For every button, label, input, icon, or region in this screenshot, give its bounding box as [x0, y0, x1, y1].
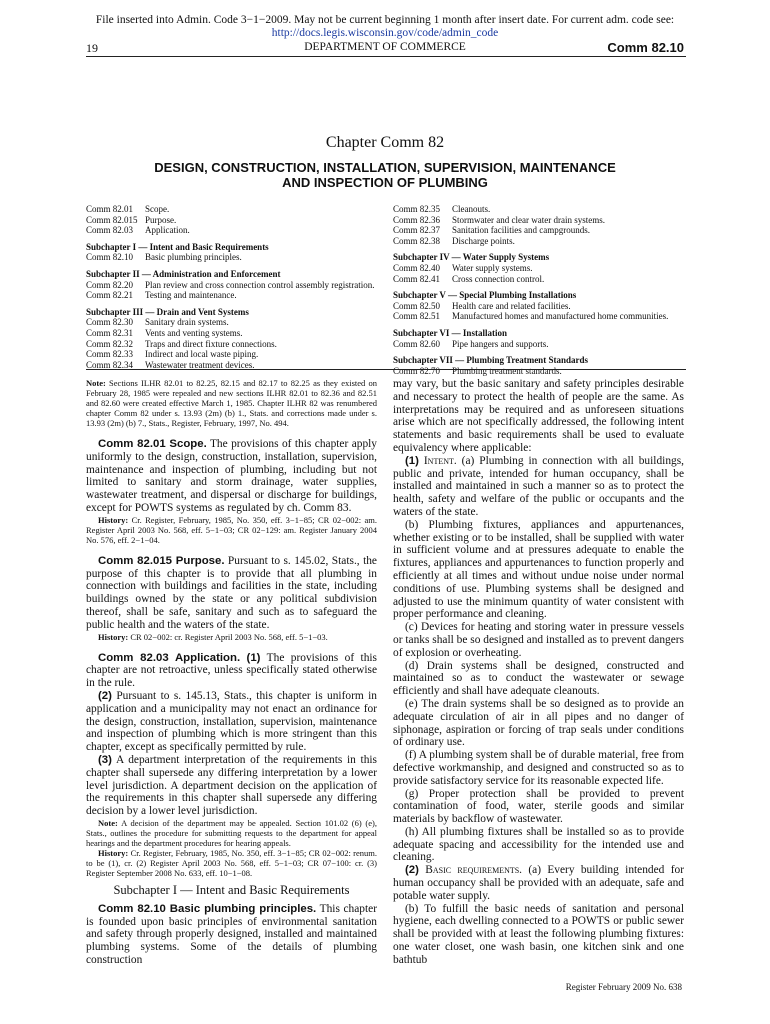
toc-entry	[393, 311, 693, 322]
body-right-column	[393, 378, 684, 967]
toc-section-title: Indirect and local waste piping.	[145, 349, 259, 360]
toc-entry	[86, 252, 386, 263]
toc-section-number: Comm 82.01	[86, 204, 134, 214]
running-chapter-code: Comm 82.10	[607, 40, 684, 55]
toc-section-title: Scope.	[145, 204, 170, 214]
section-82-01: Comm 82.01 Scope. The provisions of this chapter apply uniformly to the design, construction, installation, supervision, maintenance and inspection of plumbing, including but not limited to sanitary and storm drainage, water supplies, wastewater treatment, and dispersal or discharge for buildings, except for POWTS systems as regulated by ch. Comm 83.	[86, 438, 377, 514]
toc-section-number: Comm 82.30	[86, 317, 134, 328]
paragraph-b: (b) Plumbing fixtures, appliances and appurtenances, whether existing or to be installed, shall be supplied with water in sufficient volume and at pressures adequate to enable the fixtures, appliances and appurtenances to function properly and efficiently at all times and without undue noise under normal conditions of use. Plumbing systems shall be designed and adjusted to use the minimum quantity of water consistent with proper performance and cleaning.	[393, 518, 684, 621]
paragraph-e: (e) The drain systems shall be so designed as to provide an adequate circulation of air in all pipes and no danger of siphonage, aspiration or forcing of trap seals under conditions of ordinary use.	[393, 697, 684, 749]
toc-section-title: Stormwater and clear water drain systems.	[452, 214, 605, 225]
toc-subchapter-heading: Subchapter III — Drain and Vent Systems	[86, 306, 249, 317]
toc-section-title: Sanitary drain systems.	[145, 317, 229, 328]
history-note: History: Cr. Register, February, 1985, No. 350, eff. 3−1−85; CR 02−002: am. Register April 2003 No. 568, eff. 5−1−03; CR 02−129: am. Register January 2004 No. 576, eff. 2−1−04.	[86, 514, 377, 545]
admin-code-link[interactable]: http://docs.legis.wisconsin.gov/code/admin_code	[271, 27, 499, 39]
toc-section-title: Testing and maintenance.	[145, 290, 237, 301]
toc-section-number: Comm 82.36	[393, 214, 441, 225]
toc-entry	[86, 339, 386, 350]
toc-section-number: Comm 82.41	[393, 273, 441, 284]
section-82-015: Comm 82.015 Purpose. Pursuant to s. 145.02, Stats., the purpose of this chapter is to provide that all plumbing in connection with buildings and facilities in the state, including buildings owned by the state or any political subdivision thereof, shall be safe, sanitary and such as to safeguard the public health and the waters of the state.	[86, 554, 377, 631]
toc-subchapter-heading: Subchapter I — Intent and Basic Requirements	[86, 241, 269, 252]
page-number: 19	[86, 41, 98, 55]
toc-section-number: Comm 82.51	[393, 311, 441, 322]
chapter-title: Chapter Comm 82	[325, 134, 445, 151]
toc-entry	[86, 328, 386, 339]
toc-entry	[86, 225, 386, 236]
toc-section-number: Comm 82.21	[86, 290, 134, 301]
toc-section-number: Comm 82.03	[86, 225, 134, 236]
toc-entry	[393, 263, 693, 274]
section-note: Note: A decision of the department may be appealed. Section 101.02 (6) (e), Stats., outlines the procedure for submitting requests to the department for appeal hearings and the department procedures for hearing appeals.	[86, 817, 377, 848]
history-note: History: Cr. Register, February, 1985, No. 350, eff. 3−1−85; CR 02−002: renum. to be (1), cr. (2) Register April 2003 No. 568, eff. 5−1−03; CR 07−100: cr. (3) Register September 2008 No. 633, eff. 10−1−08.	[86, 847, 377, 878]
toc-entry	[86, 290, 386, 301]
history-note: History: CR 02−002: cr. Register April 2003 No. 568, eff. 5−1−03.	[98, 631, 328, 642]
paragraph-g: (g) Proper protection shall be provided to prevent contamination of food, water, sterile goods and similar materials by backflow of wastewater.	[393, 787, 684, 826]
toc-section-number: Comm 82.32	[86, 338, 134, 349]
toc-section-title: Health care and related facilities.	[452, 300, 571, 311]
section-82-10: Comm 82.10 Basic plumbing principles. This chapter is founded upon basic principles of environmental sanitation and safety through properly designed, installed and maintained plumbing systems. Some of the details of plumbing construction	[86, 902, 377, 966]
toc-subchapter-heading: Subchapter VI — Installation	[393, 327, 507, 338]
section-heading: Comm 82.03 Application.	[98, 651, 241, 664]
toc-section-title: Cleanouts.	[452, 204, 491, 214]
toc-section-number: Comm 82.38	[393, 235, 441, 246]
toc-section-title: Sanitation facilities and campgrounds.	[452, 225, 590, 236]
toc-entry	[86, 204, 386, 215]
chapter-note: Note: Sections ILHR 82.01 to 82.25, 82.15 and 82.17 to 82.25 as they existed on February 28, 1985 were repealed and new sections ILHR 82.01 to 82.36 and 82.51 and 82.60 were created effective March 1, 1985. Chapter ILHR 82 was renumbered chapter Comm 82 under s. 13.93 (2m) (b) 1., Stats. and corrections made under s. 13.93 (2m) (b) 7., Stats., Register, February, 1997, No. 494.	[86, 378, 377, 428]
insert-notice	[0, 14, 770, 40]
toc-section-title: Purpose.	[145, 214, 177, 225]
toc-section-title: Pipe hangers and supports.	[452, 338, 549, 349]
paragraph-h: (h) All plumbing fixtures shall be installed so as to provide adequate spacing and accessibility for the intended use and cleaning.	[393, 825, 684, 864]
toc-subchapter-heading: Subchapter IV — Water Supply Systems	[393, 252, 550, 263]
main-title-line-1: DESIGN, CONSTRUCTION, INSTALLATION, SUPERVISION, MAINTENANCE	[154, 160, 616, 175]
toc-section-title: Plumbing treatment standards.	[452, 365, 562, 376]
paragraph-d: (d) Drain systems shall be designed, constructed and maintained so as to conduct the wastewater or sewage efficiently and shall have adequate cleanouts.	[393, 659, 684, 698]
toc-entry	[86, 280, 386, 291]
toc-section-title: Basic plumbing principles.	[145, 252, 242, 263]
toc-section-number: Comm 82.015	[86, 214, 138, 225]
header-rule	[86, 56, 686, 57]
main-title-line-2: AND INSPECTION OF PLUMBING	[282, 175, 488, 190]
toc-subchapter-heading: Subchapter II — Administration and Enforcement	[86, 268, 281, 279]
toc-section-number: Comm 82.10	[86, 252, 134, 263]
body-left-column	[86, 378, 377, 967]
toc-entry	[393, 215, 693, 226]
toc-section-number: Comm 82.60	[393, 338, 441, 349]
toc-entry	[393, 204, 693, 215]
toc-section-title: Plan review and cross connection control assembly registration.	[145, 279, 375, 290]
toc-section-title: Cross connection control.	[452, 273, 545, 284]
section-heading: Comm 82.10 Basic plumbing principles.	[98, 902, 317, 915]
toc-section-title: Discharge points.	[452, 235, 515, 246]
toc-entry	[86, 349, 386, 360]
toc-section-title: Traps and direct fixture connections.	[145, 338, 277, 349]
section-82-03: Comm 82.03 Application. (1) The provisions of this chapter are not retroactive, unless specifically stated otherwise in the rule.	[86, 651, 377, 690]
toc-entry	[393, 236, 693, 247]
toc-left-column	[86, 204, 386, 370]
toc-entry	[86, 215, 386, 226]
toc-section-number: Comm 82.34	[86, 359, 134, 370]
subchapter-heading: Subchapter I — Intent and Basic Requirements	[113, 882, 350, 897]
paragraph-c: (c) Devices for heating and storing water in pressure vessels or tanks shall be so designed and installed as to prevent dangers of explosion or overheating.	[393, 621, 684, 659]
department-name: DEPARTMENT OF COMMERCE	[304, 41, 466, 53]
register-footer: Register February 2009 No. 638	[565, 982, 682, 992]
toc-subchapter-heading: Subchapter VII — Plumbing Treatment Standards	[393, 355, 588, 366]
section-heading: Comm 82.015 Purpose.	[98, 554, 225, 567]
toc-right-column	[393, 204, 693, 376]
toc-section-number: Comm 82.37	[393, 225, 441, 236]
toc-section-number: Comm 82.20	[86, 279, 134, 290]
toc-section-title: Vents and venting systems.	[145, 327, 243, 338]
toc-section-title: Manufactured homes and manufactured home communities.	[452, 311, 669, 322]
toc-entry	[393, 301, 693, 312]
toc-subchapter-heading: Subchapter V — Special Plumbing Installations	[393, 290, 577, 301]
toc-section-title: Water supply systems.	[452, 262, 533, 273]
paragraph-f: (f) A plumbing system shall be of durable material, free from defective workmanship, and designed and constructed so as to provide satisfactory service for its reasonable expected life.	[393, 749, 684, 787]
toc-section-title: Wastewater treatment devices.	[145, 359, 255, 370]
toc-entry	[393, 339, 693, 350]
toc-entry	[86, 317, 386, 328]
toc-section-title: Application.	[145, 225, 190, 236]
main-title	[100, 160, 670, 190]
continued-text: may vary, but the basic sanitary and safety principles desirable and necessary to protect the health of people are the same. As interpretations may be required and as unforeseen situations arise which are not specifically addressed, the following intent statements and basic requirements shall be used to evaluate equivalency where applicable:	[393, 378, 684, 454]
toc-rule	[86, 369, 686, 370]
toc-section-number: Comm 82.50	[393, 300, 441, 311]
toc-section-number: Comm 82.35	[393, 204, 441, 214]
section-heading: Comm 82.01 Scope.	[98, 438, 207, 450]
toc-entry	[393, 274, 693, 285]
paragraph-2b: (b) To fulfill the basic needs of sanitation and personal hygiene, each dwelling connected to a POWTS or public sewer shall be provided with at least the following plumbing fixtures: one water closet, one wash basin, one kitchen sink and one bathtub	[393, 902, 684, 966]
subsection-2: (2) Pursuant to s. 145.13, Stats., this chapter is uniform in application and a municipality may not enact an ordinance for the design, construction, installation, supervision, maintenance and inspection of plumbing which is more stringent than this chapter, except as specifically permitted by rule.	[86, 689, 377, 754]
toc-section-number: Comm 82.31	[86, 327, 134, 338]
toc-section-number: Comm 82.33	[86, 349, 134, 360]
toc-entry	[393, 225, 693, 236]
toc-section-number: Comm 82.40	[393, 262, 441, 273]
subsection-2-basic-requirements: (2) Basic requirements. (a) Every building intended for human occupancy shall be provided with an adequate, safe and potable water supply.	[393, 864, 684, 902]
toc-section-number: Comm 82.70	[393, 365, 441, 376]
insert-notice-text: File inserted into Admin. Code 3−1−2009. May not be current beginning 1 month after insert date. For current adm. code see:	[95, 14, 675, 26]
subsection-3: (3) A department interpretation of the requirements in this chapter shall supersede any differing interpretation by a lower level jurisdiction. A department decision on the application of the requirements in this chapter shall supersede any differing decision by a lower level jurisdiction.	[86, 753, 377, 818]
toc-entry	[393, 366, 693, 377]
subsection-1-intent: (1) Intent. (a) Plumbing in connection with all buildings, public and private, intended for human occupancy, shall be installed and maintained in such a manner so as to protect the health, safety and welfare of the public or occupants and the waters of the state.	[393, 454, 684, 518]
